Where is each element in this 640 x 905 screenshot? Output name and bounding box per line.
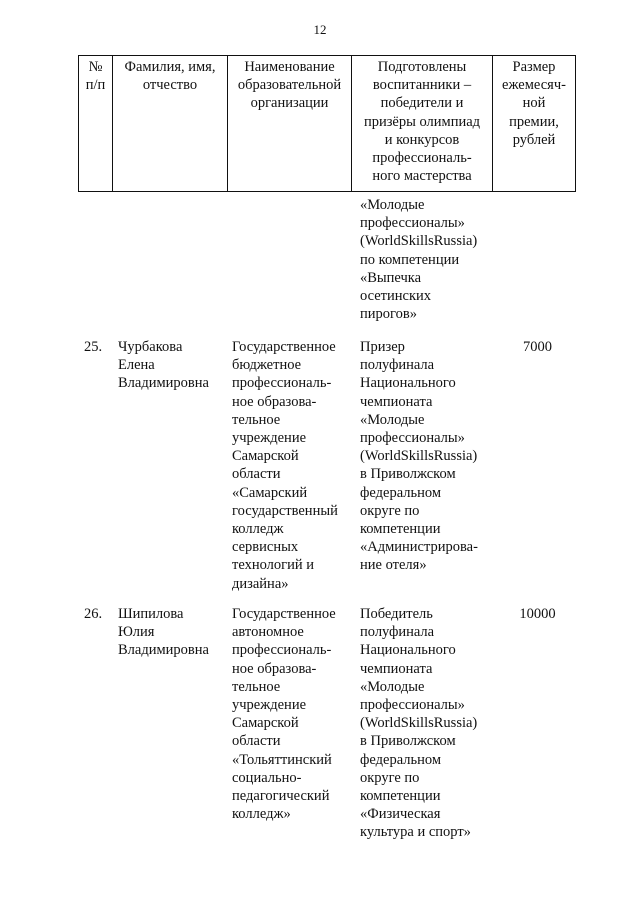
row-26-number: 26.	[84, 606, 103, 622]
row-26-prize: 10000	[519, 606, 556, 622]
row-25-number: 25.	[84, 339, 103, 355]
row-26-organization: Государственное автономное профессиональ- ное образова- тельное учреждение Самарской области «Тольяттинский социально- педагогический колледж»	[232, 606, 336, 823]
continuation-achievement: «Молодые профессионалы» (WorldSkillsRussia) по компетенции «Выпечка осетинских пирогов»	[360, 197, 478, 323]
row-25-achievement: Призер полуфинала Национального чемпионата «Молодые профессионалы» (WorldSkillsRussia) в Приволжском федеральном округе по компетенции «Администрирова- ние отеля»	[360, 339, 478, 574]
header-col-achievement: Подготовлены воспитанники – победители и призёры олимпиад и конкурсов профессиональ- ного мастерства	[352, 56, 493, 192]
table-header	[78, 55, 576, 192]
row-26-fio: Шипилова Юлия Владимировна	[118, 606, 209, 659]
row-25-fio: Чурбакова Елена Владимировна	[118, 339, 209, 392]
page-number: 12	[313, 22, 327, 37]
header-col-org: Наименование образовательной организации	[228, 56, 352, 192]
row-25-prize: 7000	[523, 339, 552, 355]
header-col-prize: Размер ежемесяч- ной премии, рублей	[493, 56, 576, 192]
header-col-num: № п/п	[79, 56, 113, 192]
header-col-fio: Фамилия, имя, отчество	[113, 56, 228, 192]
row-25-organization: Государственное бюджетное профессиональ- ное образова- тельное учреждение Самарской области «Самарский государственный колледж сервисных технологий и дизайна»	[232, 339, 338, 592]
row-26-achievement: Победитель полуфинала Национального чемпионата «Молодые профессионалы» (WorldSkillsRussia) в Приволжском федеральном округе по компетенции «Физическая культура и спорт»	[360, 606, 478, 841]
